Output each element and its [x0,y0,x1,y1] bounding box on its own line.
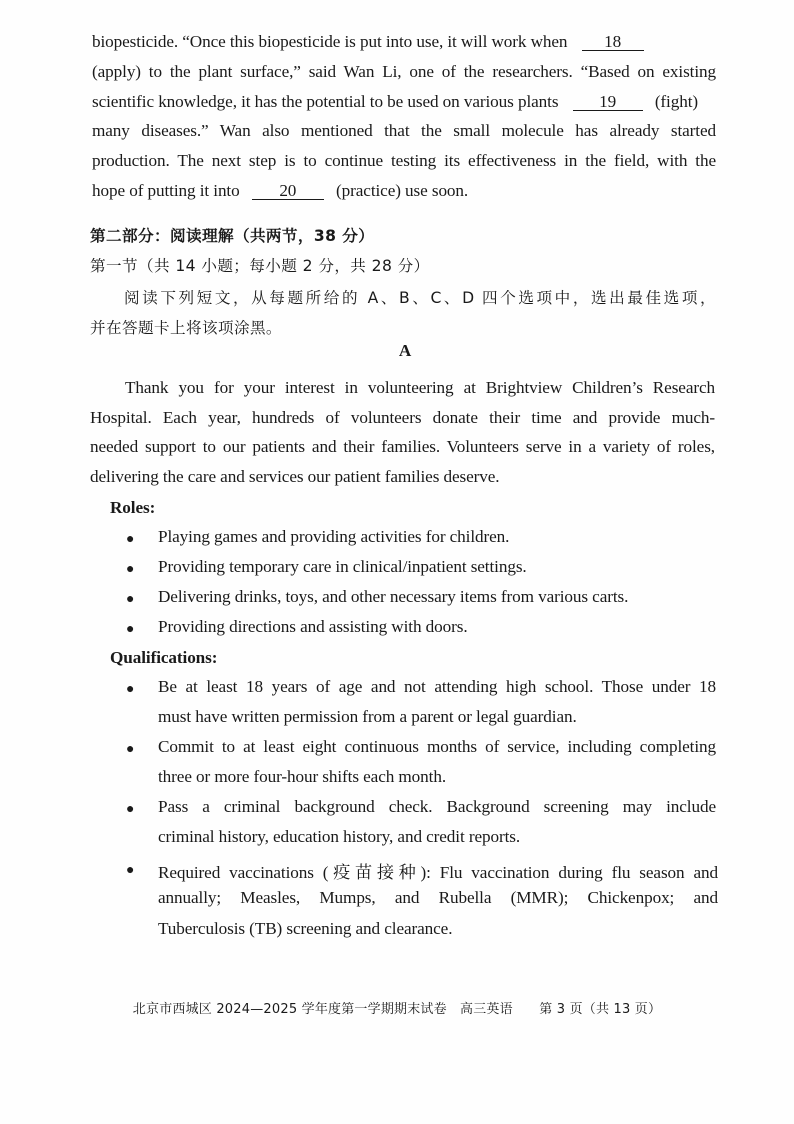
bullet-icon: ● [126,622,135,637]
intro-line: Hospital. Each year, hundreds of volunteers donate their time and provide much- [90,408,715,427]
qualification-line: three or more four-hour shifts each month. [158,767,447,786]
roles-heading: Roles: [110,498,156,517]
qualification-line: must have written permission from a parent or legal guardian. [158,707,577,726]
passage-line-1 [92,32,708,52]
qualification-line: Required vaccinations (疫苗接种): Flu vaccination during flu season and [158,863,718,882]
passage-letter: A [398,341,412,360]
instruction-line-2: 并在答题卡上将该项涂黑。 [90,319,282,337]
subsection-title: 第一节（共 14 小题；每小题 2 分，共 28 分） [90,257,430,275]
role-item: Delivering drinks, toys, and other necessary items from various carts. [158,587,629,606]
bullet-icon: ● [126,802,135,817]
role-item: Providing directions and assisting with doors. [158,617,468,636]
passage-text: hope of putting it into [92,181,240,200]
intro-line: Thank you for your interest in volunteering at Brightview Children’s Research [125,378,715,397]
qualification-line: Tuberculosis (TB) screening and clearance. [158,919,453,938]
qualification-line: Commit to at least eight continuous months of service, including completing [158,737,716,756]
passage-line-5: production. The next step is to continue testing its effectiveness in the field, with the [92,151,716,170]
qualification-line: Pass a criminal background check. Background screening may include [158,797,716,816]
instruction-line-1: 阅读下列短文，从每题所给的 A、B、C、D 四个选项中，选出最佳选项， [124,289,716,307]
bullet-icon: ● [126,682,135,697]
intro-line: needed support to our patients and their families. Volunteers serve in a variety of roles, [90,437,715,456]
blank-20: 20 [252,183,324,200]
intro-line: delivering the care and services our patient families deserve. [90,467,500,486]
passage-text: scientific knowledge, it has the potential to be used on various plants [92,92,559,111]
bullet-icon: ● [126,562,135,577]
passage-text: (fight) [654,92,699,111]
passage-line-3 [92,92,722,112]
qualification-line: Be at least 18 years of age and not attending high school. Those under 18 [158,677,716,696]
blank-19: 19 [573,94,643,111]
blank-18: 18 [582,34,644,51]
passage-text: (practice) use soon. [336,181,469,200]
bullet-icon: ● [126,532,135,547]
bullet-icon: ● [126,742,135,757]
qualifications-heading: Qualifications: [110,648,218,667]
passage-line-6 [92,181,712,201]
qualification-line: criminal history, education history, and credit reports. [158,827,521,846]
bullet-icon: ● [126,863,135,878]
bullet-icon: ● [126,592,135,607]
page-footer: 北京市西城区 2024—2025 学年度第一学期期末试卷 高三英语 第 3 页（共 13 页） [132,1002,662,1017]
passage-text: biopesticide. “Once this biopesticide is put into use, it will work when [92,32,568,51]
role-item: Providing temporary care in clinical/inpatient settings. [158,557,527,576]
qualification-line: annually; Measles, Mumps, and Rubella (MMR); Chickenpox; and [158,888,718,907]
part-title: 第二部分：阅读理解（共两节，38 分） [90,227,375,245]
passage-line-4: many diseases.” Wan also mentioned that the small molecule has already started [92,121,716,140]
passage-line-2: (apply) to the plant surface,” said Wan Li, one of the researchers. “Based on existing [92,62,716,81]
role-item: Playing games and providing activities for children. [158,527,510,546]
